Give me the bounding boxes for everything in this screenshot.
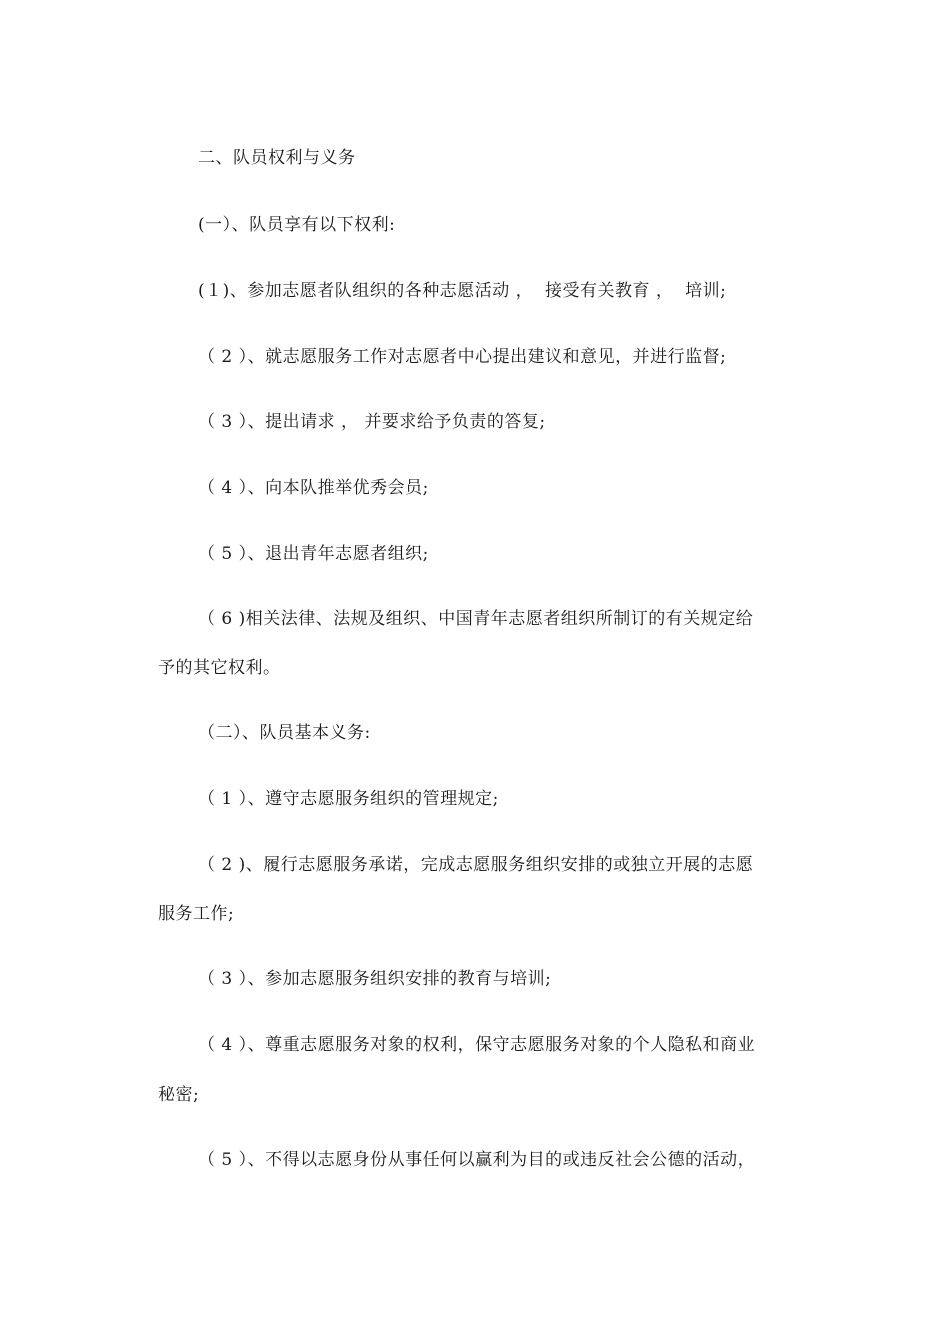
duties-item-5: （ 5 ）、不得以志愿身份从事任何以赢利为目的或违反社会公德的活动， bbox=[198, 1150, 756, 1170]
rights-item-6: （ 6 )相关法律、法规及组织、中国青年志愿者组织所制订的有关规定给 bbox=[198, 609, 754, 629]
rights-item-1: (１)、参加志愿者队组织的各种志愿活动 ， 接受有关教育 ， 培训; bbox=[198, 281, 727, 301]
subsection-heading-duties: （二）、队员基本义务: bbox=[198, 723, 371, 743]
section-heading: 二、队员权利与义务 bbox=[198, 148, 356, 168]
duties-item-2-continued: 服务工作; bbox=[158, 904, 235, 924]
rights-item-6-continued: 予的其它权利。 bbox=[158, 658, 281, 678]
duties-item-4-continued: 秘密; bbox=[158, 1085, 200, 1105]
rights-item-2: （ 2 ）、就志愿服务工作对志愿者中心提出建议和意见，并进行监督; bbox=[198, 347, 727, 367]
rights-item-5: （ 5 ）、退出青年志愿者组织; bbox=[198, 544, 429, 564]
rights-item-3: （ 3 ）、提出请求 ， 并要求给予负责的答复; bbox=[198, 412, 546, 432]
subsection-heading-rights: (一）、队员享有以下权利: bbox=[198, 215, 396, 235]
rights-item-4: （ 4 ）、向本队推举优秀会员; bbox=[198, 478, 429, 498]
duties-item-4: （ 4 ）、尊重志愿服务对象的权利，保守志愿服务对象的个人隐私和商业 bbox=[198, 1035, 756, 1055]
duties-item-2: （ 2 )、履行志愿服务承诺，完成志愿服务组织安排的或独立开展的志愿 bbox=[198, 855, 754, 875]
duties-item-3: （ 3 ）、参加志愿服务组织安排的教育与培训; bbox=[198, 969, 552, 989]
duties-item-1: （ 1 ）、遵守志愿服务组织的管理规定; bbox=[198, 789, 499, 809]
